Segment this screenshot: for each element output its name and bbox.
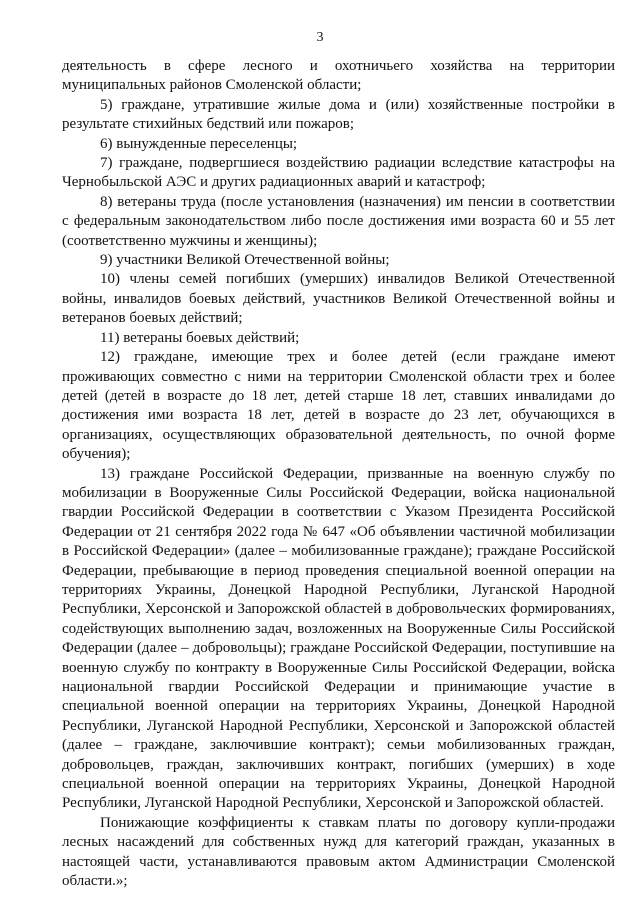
paragraph-item-8: 8) ветераны труда (после установления (назначения) им пенсии в соответствии с федеральным законодательством либо после достижения ими возраста 60 и 55 лет (соответственно мужчины и женщины); [62, 193, 615, 249]
paragraph-item-5: 5) граждане, утратившие жилые дома и (или) хозяйственные постройки в результате стихийных бедствий или пожаров; [62, 96, 615, 133]
paragraph-item-9: 9) участники Великой Отечественной войны; [100, 252, 390, 269]
paragraph-item-13: 13) граждане Российской Федерации, призванные на военную службу по мобилизации в Вооруженные Силы Российской Федерации, войска национальной гвардии Российской Федерации в соответствии с Указом Президента Российской Федерации от 21 сентября 2022 года № 647 «Об объявлении частичной мобилизации в Российской Федерации» (далее – мобилизованные граждане); граждане Российской Федерации, пребывающие в период проведения специальной военной операции на территориях Украины, Донецкой Народной Республики, Луганской Народной Республики, Херсонской и Запорожской областей в добровольческих формированиях, содействующих выполнению задач, возложенных на Вооруженные Силы Российской Федерации (далее – добровольцы); граждане Российской Федерации, поступившие на военную службу по контракту в Вооруженные Силы Российской Федерации, войска национальной гвардии Российской Федерации и принимающие участие в специальной военной операции на территориях Украины, Донецкой Народной Республики, Луганской Народной Республики, Херсонской и Запорожской областей (далее – граждане, заключившие контракт); семьи мобилизованных граждан, добровольцев, граждан, заключивших контракт, погибших (умерших) в ходе специальной военной операции на территориях Украины, Донецкой Народной Республики, Луганской Народной Республики, Херсонской и Запорожской областей. [62, 465, 615, 812]
paragraph-item-12: 12) граждане, имеющие трех и более детей (если граждане имеют проживающих совместно с ними на территории Смоленской области трех и более детей (детей в возрасте до 18 лет, детей старше 18 лет, ставших инвалидами до достижения ими возраста 18 лет, детей в возрасте до 23 лет, обучающихся в организациях, осуществляющих образовательной деятельность, по очной форме обучения); [62, 349, 615, 463]
page-number: 3 [316, 30, 324, 45]
paragraph-item-11: 11) ветераны боевых действий; [100, 329, 300, 346]
paragraph-closing: Понижающие коэффициенты к ставкам платы по договору купли-продажи лесных насаждений для собственных нужд для категорий граждан, указанных в настоящей части, устанавливаются правовым актом Администрации Смоленской области.»; [62, 814, 615, 890]
paragraph-continuation: деятельность в сфере лесного и охотничьего хозяйства на территории муниципальных районов Смоленской области; [62, 58, 615, 94]
paragraph-item-10: 10) члены семей погибших (умерших) инвалидов Великой Отечественной войны, инвалидов боевых действий, участников Великой Отечественной войны и ветеранов боевых действий; [62, 271, 615, 327]
paragraph-item-6: 6) вынужденные переселенцы; [100, 135, 298, 152]
document-body [62, 57, 615, 891]
paragraph-item-7: 7) граждане, подвергшиеся воздействию радиации вследствие катастрофы на Чернобыльской АЭС и других радиационных аварий и катастроф; [62, 155, 615, 191]
